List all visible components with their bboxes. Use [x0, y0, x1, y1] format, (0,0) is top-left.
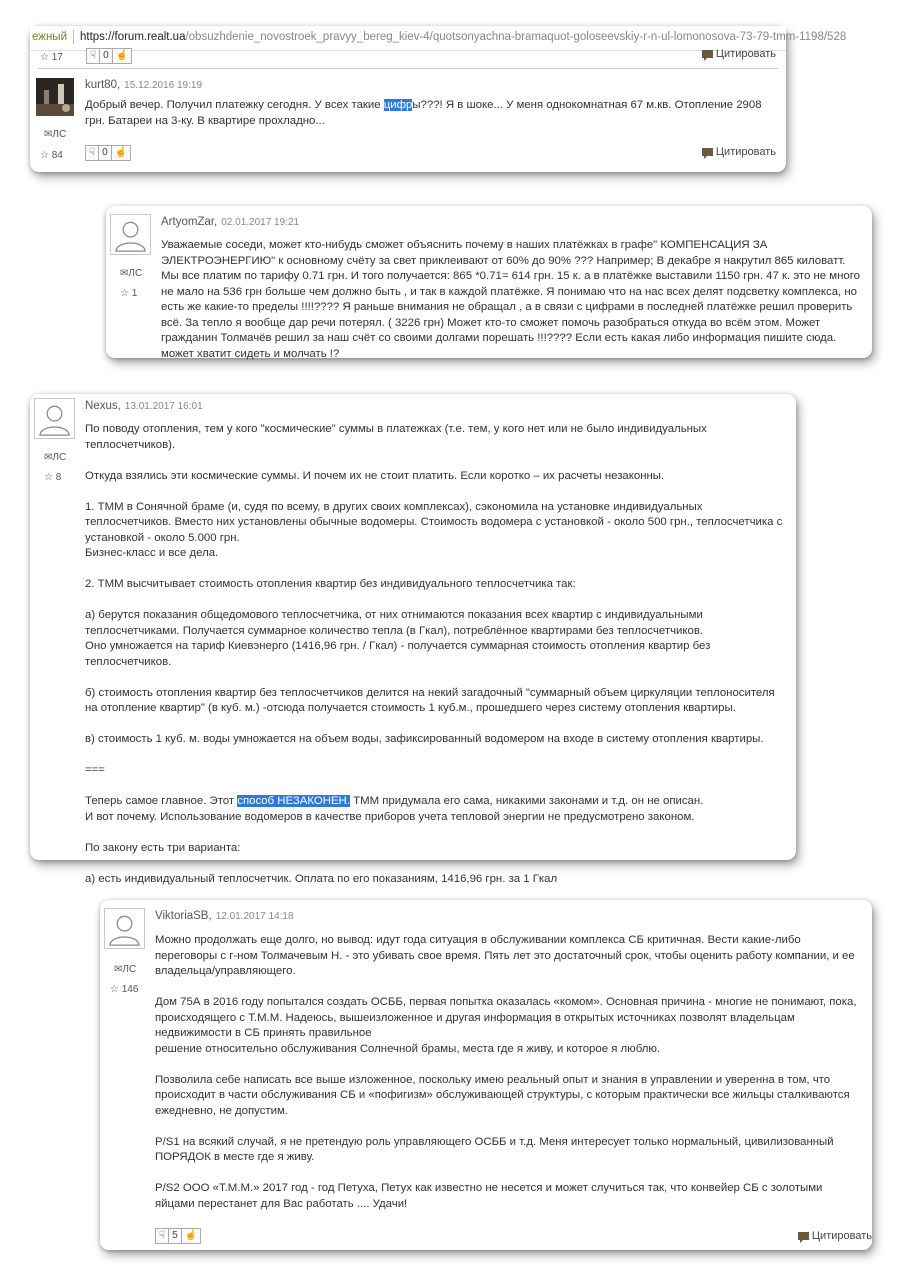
quote-button-viktoriasb[interactable]: Цитировать: [798, 1230, 872, 1242]
star-icon: ☆: [40, 150, 49, 161]
post-meta-artyomzar: [161, 216, 299, 228]
vote-count: 0: [100, 49, 113, 63]
rating-viktoriasb: ☆ 146: [110, 984, 139, 995]
post-text-kurt80: Добрый вечер. Получил платежку сегодня. У всех такие цифры???! Я в шоке... У меня однокомнатная 67 м.кв. Отопление 2908 грн. Батареи на 3-ку. В квартире прохладно...: [85, 99, 762, 127]
quote-icon: [798, 1232, 809, 1240]
url-domain: https://forum.realt.ua: [80, 31, 186, 43]
quote-button-kurt80[interactable]: Цитировать: [702, 146, 776, 158]
rating-artyomzar: ☆ 1: [120, 288, 138, 299]
quote-button-prev[interactable]: Цитировать: [702, 48, 776, 60]
user-silhouette-icon: [35, 399, 74, 438]
envelope-icon: ✉: [44, 452, 53, 463]
vote-count: 5: [169, 1229, 182, 1243]
pm-link-viktoriasb[interactable]: ✉ЛС: [114, 964, 137, 975]
url-path: /obsuzhdenie_novostroek_pravyy_bereg_kiev-4/quotsonyachna-bramaquot-goloseevskiy-r-n-ul-lomonosova-73-79-tmm-1198/528: [185, 31, 847, 43]
avatar-photo-kurt80[interactable]: [36, 78, 74, 116]
post-card-artyomzar: [106, 206, 872, 358]
highlighted-text: способ НЕЗАКОНЕН.: [237, 795, 350, 807]
vote-up-icon[interactable]: ☝: [184, 1230, 198, 1241]
vote-count: 0: [99, 146, 112, 160]
star-icon: ☆: [110, 984, 119, 995]
post-date: 12.01.2017 14:18: [215, 911, 294, 922]
pm-link-nexus[interactable]: ✉ЛС: [44, 452, 67, 463]
pm-link-artyomzar[interactable]: ✉ЛС: [120, 268, 143, 279]
post-date: 02.01.2017 19:21: [221, 217, 300, 228]
post-date: 15.12.2016 19:19: [124, 80, 203, 91]
post-meta-kurt80: [85, 79, 202, 91]
envelope-icon: ✉: [120, 268, 129, 279]
vote-down-icon[interactable]: ☟: [86, 146, 99, 160]
author-name[interactable]: Nexus,: [85, 400, 121, 412]
rating-nexus: ☆ 8: [44, 472, 62, 483]
post-text-artyomzar: Уважаемые соседи, может кто-нибудь сможет объяснить почему в наших платёжках в графе" КОМПЕНСАЦИЯ ЗА ЭЛЕКТРОЭНЕРГИЮ" к основному счёту за свет приклеивают от 60% до 90% ??? Например; В декабре я накрутил 865 киловатт. Мы все платим по тарифу 0.71 грн. И того получается: 865 *0.71= 614 грн. 15 к. а в платёжке выставили 1150 грн. 47 к. это не много не мало на 536 грн больше чем должно быть , и так в каждой платёжке. Я понимаю что на нас всех делят подсветку комплекса, но есть же какие-то пределы !!!!???? Я раньше внимания не обращал , а в связи с цифрами в последней платёжке решил проверить всё. За тепло я вообще дар речи потерял. ( 3226 грн) Может кто-то сможет помочь разобраться откуда во всём этом. Может гражданин Толмачёв решил за наш счёт со своими долгами порешать !!!???? Если есть какая либо информация пишите сюда. может хватит сидеть и молчать !?: [161, 239, 860, 360]
post-date: 13.01.2017 16:01: [124, 401, 203, 412]
author-name[interactable]: ViktoriaSB,: [155, 910, 212, 922]
vote-controls-kurt80[interactable]: [85, 145, 131, 161]
rating-post-prev: ☆ 17: [40, 52, 63, 63]
rating-kurt80: ☆ 84: [40, 150, 63, 161]
vote-up-icon[interactable]: ☝: [115, 50, 129, 61]
browser-address-bar[interactable]: [30, 26, 847, 51]
quote-icon: [702, 148, 713, 156]
avatar-default-viktoriasb[interactable]: [104, 908, 145, 949]
post-card-viktoriasb: [100, 900, 872, 1250]
avatar-photo-icon: [36, 78, 74, 116]
post-meta-viktoriasb: [155, 910, 294, 922]
vote-up-icon[interactable]: ☝: [114, 147, 128, 158]
divider: [73, 30, 74, 44]
previous-tab-text: ежный: [32, 31, 67, 43]
vote-controls-prev[interactable]: [86, 48, 132, 64]
post-card-kurt80: [30, 26, 847, 172]
quote-icon: [702, 50, 713, 58]
post-meta-nexus: [85, 400, 203, 412]
author-name[interactable]: ArtyomZar,: [161, 216, 218, 228]
vote-down-icon[interactable]: ☟: [87, 49, 100, 63]
post-divider: [38, 68, 778, 69]
star-icon: ☆: [44, 472, 53, 483]
author-name[interactable]: kurt80,: [85, 79, 121, 91]
user-silhouette-icon: [111, 215, 150, 254]
vote-controls-viktoriasb[interactable]: [155, 1228, 201, 1244]
vote-down-icon[interactable]: ☟: [156, 1229, 169, 1243]
post-text-nexus: По поводу отопления, тем у кого "космические" суммы в платежках (т.е. тем, у кого нет или не было индивидуальных теплосчетчиков). Откуда взялись эти космические суммы. И почем их не стоит платить. Если коротко – их расчеты незаконны. 1. ТММ в Сонячной браме (и, судя по всему, в других своих комплексах), сэкономила на установке индивидуальных теплосчетчиков. Вместо них установлены обычные водомеры. Стоимость водомера с установкой - около 500 грн., теплосчетчика с установкой - около 5.000 грн. Бизнес-класс и все дела. 2. ТММ высчитывает стоимость отопления квартир без индивидуального теплосчетчика так: а) берутся показания общедомового теплосчетчика, от них отнимаются показания всех квартир с индивидуальными теплосчетчиками. Получается суммарное количество тепла (в Гкал), потреблённое квартирами без теплосчетчиков. Оно умножается на тариф Киевэнерго (1416,96 грн. / Гкал) - получается суммарная стоимость отопления квартир без теплосчетчиков. б) стоимость отопления квартир без теплосчетчиков делится на некий загадочный "суммарный объем циркуляции теплоносителя на отопление квартир" (в куб. м.) -отсюда получается стоимость 1 куб.м., прошедшего через систему отопления квартиры. в) стоимость 1 куб. м. воды умножается на объем воды, зафиксированный водомером на входе в систему отопления квартиры. === Теперь самое главное. Этот способ НЕЗАКОНЕН. ТММ придумала его сама, никакими законами и т.д. он не описан. И вот почему. Использование водомеров в качестве приборов учета тепловой энергии не предусмотрено законом. По закону есть три варианта: а) есть индивидуальный теплосчетчик. Оплата по его показаниям, 1416,96 грн. за 1 Гкал: [85, 423, 783, 885]
pm-link-kurt80[interactable]: ✉ЛС: [44, 129, 67, 140]
post-text-viktoriasb: Можно продолжать еще долго, но вывод: идут года ситуация в обслуживании комплекса СБ критичная. Вести какие-либо переговоры с г-ном Толмачевым Н. - это убивать свое время. Пять лет это достаточный срок, чтобы оценить работу компании, и ее владельца/управляющего. Дом 75А в 2016 году попытался создать ОСББ, первая попытка оказалась «комом». Основная причина - многие не понимают, пока, происходящего с Т.М.М. Надеюсь, вышеизложенное и другая информация в открытых источниках позволят владельцам недвижимости в СБ принять правильное решение относительно обслуживания Солнечной брамы, места где я живу, и которое я люблю. Позволила себе написать все выше изложенное, поскольку имею реальный опыт и знания в управлении и уверенна в том, что происходит в части обслуживания СБ и «пофигизм» обслуживающей структуры, с которым практически все жильцы сталкиваются ежедневно, не допустим. P/S1 на всякий случай, я не претендую роль управляющего ОСББ и т.д. Меня интересует только нормальный, цивилизованный ПОРЯДОК в месте где я живу. P/S2 ООО «Т.М.М.» 2017 год - год Петуха, Петух как известно не несется и может случиться так, что конвейер СБ с золотыми яйцами перестанет для Вас работать .... Удачи!: [155, 934, 857, 1210]
star-icon: ☆: [120, 288, 129, 299]
post-card-nexus: [30, 394, 796, 885]
envelope-icon: ✉: [44, 129, 53, 140]
envelope-icon: ✉: [114, 964, 123, 975]
avatar-default-artyomzar[interactable]: [110, 214, 151, 255]
user-silhouette-icon: [105, 909, 144, 948]
highlighted-text: цифр: [383, 99, 413, 111]
avatar-default-nexus[interactable]: [34, 398, 75, 439]
